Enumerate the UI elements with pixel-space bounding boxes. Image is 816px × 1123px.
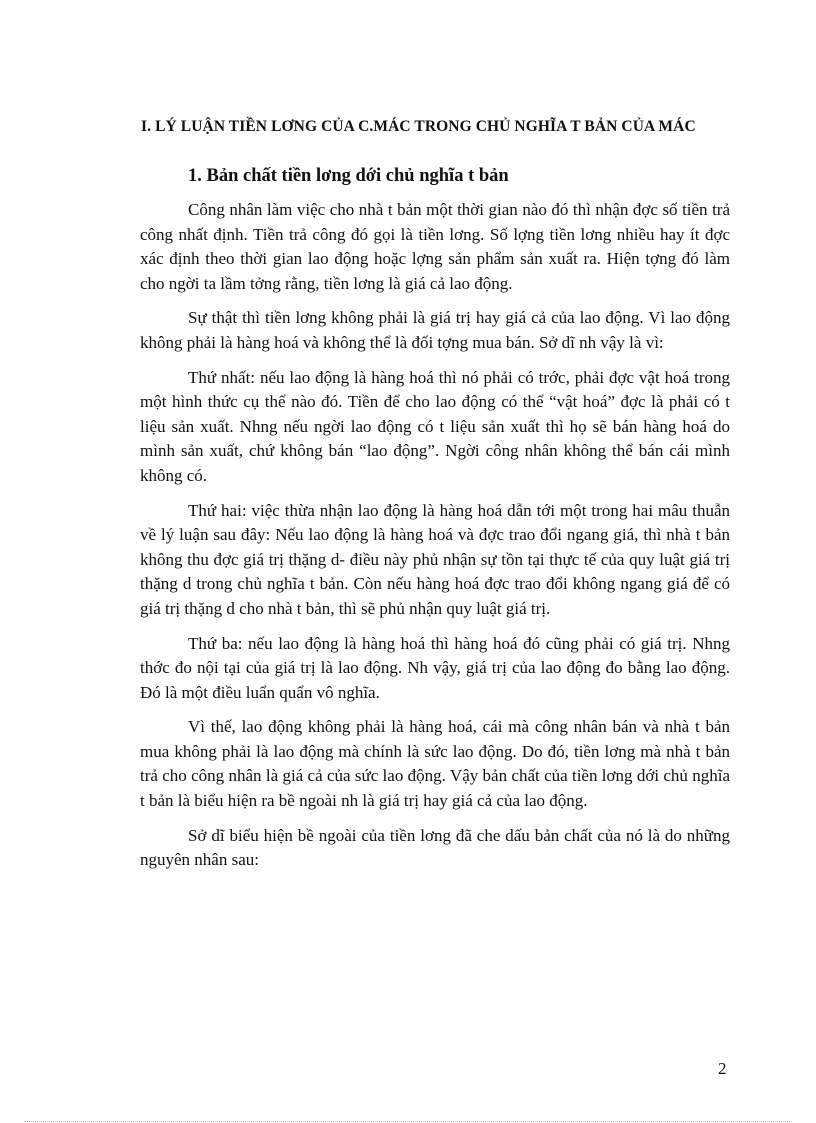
- body-text: [140, 198, 730, 883]
- paragraph-7: Sở dĩ biểu hiện bề ngoài của tiền lơng đã che dấu bản chất của nó là do những nguyên nhân sau:: [140, 825, 730, 870]
- paragraph-6: Vì thế, lao động không phải là hàng hoá, cái mà công nhân bán và nhà t bản mua không phải là lao động mà chính là sức lao động. Do đó, tiền lơng mà nhà t bản trả cho công nhân là giá cả của sức lao động. Vậy bản chất của tiền lơng dới chủ nghĩa t bản là biểu hiện ra bề ngoài nh là giá trị hay giá cả của lao động.: [140, 717, 730, 811]
- paragraph-5: Thứ ba: nếu lao động là hàng hoá thì hàng hoá đó cũng phải có giá trị. Nhng thớc đo nội tại của giá trị là lao động. Nh vậy, giá trị của lao động đo bằng lao động. Đó là một điều luẩn quẩn vô nghĩa.: [140, 633, 730, 702]
- subsection-heading: 1. Bản chất tiền lơng dới chủ nghĩa t bản: [188, 166, 509, 186]
- page-number: 2: [718, 1059, 727, 1078]
- paragraph-3: Thứ nhất: nếu lao động là hàng hoá thì nó phải có trớc, phải đợc vật hoá trong một hình thức cụ thể nào đó. Tiền để cho lao động có thể “vật hoá” đợc là phải có t liệu sản xuất. Nhng nếu ngời lao động có t liệu sản xuất thì họ sẽ bán hàng hoá do mình sản xuất, chứ không bán “lao động”. Ngời công nhân không thể bán cái mình không có.: [140, 367, 730, 485]
- paragraph-2: Sự thật thì tiền lơng không phải là giá trị hay giá cả của lao động. Vì lao động không phải là hàng hoá và không thể là đối tợng mua bán. Sở dĩ nh vậy là vì:: [140, 308, 730, 352]
- section-heading: I. LÝ LUẬN TIỀN LƠNG CỦA C.MÁC TRONG CHỦ NGHĨA T BẢN CỦA MÁC: [141, 118, 696, 135]
- paragraph-1: Công nhân làm việc cho nhà t bản một thời gian nào đó thì nhận đợc số tiền trả công nhất định. Tiền trả công đó gọi là tiền lơng. Số lợng tiền lơng nhiều hay ít đợc xác định theo thời gian lao động hoặc lợng sản phẩm sản xuất ra. Hiện tợng đó làm cho ngời ta lầm tởng rằng, tiền lơng là giá cả lao động.: [140, 200, 730, 293]
- page-bottom-divider: [24, 1121, 792, 1122]
- paragraph-4: Thứ hai: việc thừa nhận lao động là hàng hoá dẫn tới một trong hai mâu thuẫn về lý luận sau đây: Nếu lao động là hàng hoá và đợc trao đổi ngang giá, thì nhà t bản không thu đợc giá trị thặng d- điều này phủ nhận sự tồn tại thực tế của quy luật giá trị thặng d trong chủ nghĩa t bản. Còn nếu hàng hoá đợc trao đổi không ngang giá để có giá trị thặng d cho nhà t bản, thì sẽ phủ nhận quy luật giá trị.: [140, 500, 730, 618]
